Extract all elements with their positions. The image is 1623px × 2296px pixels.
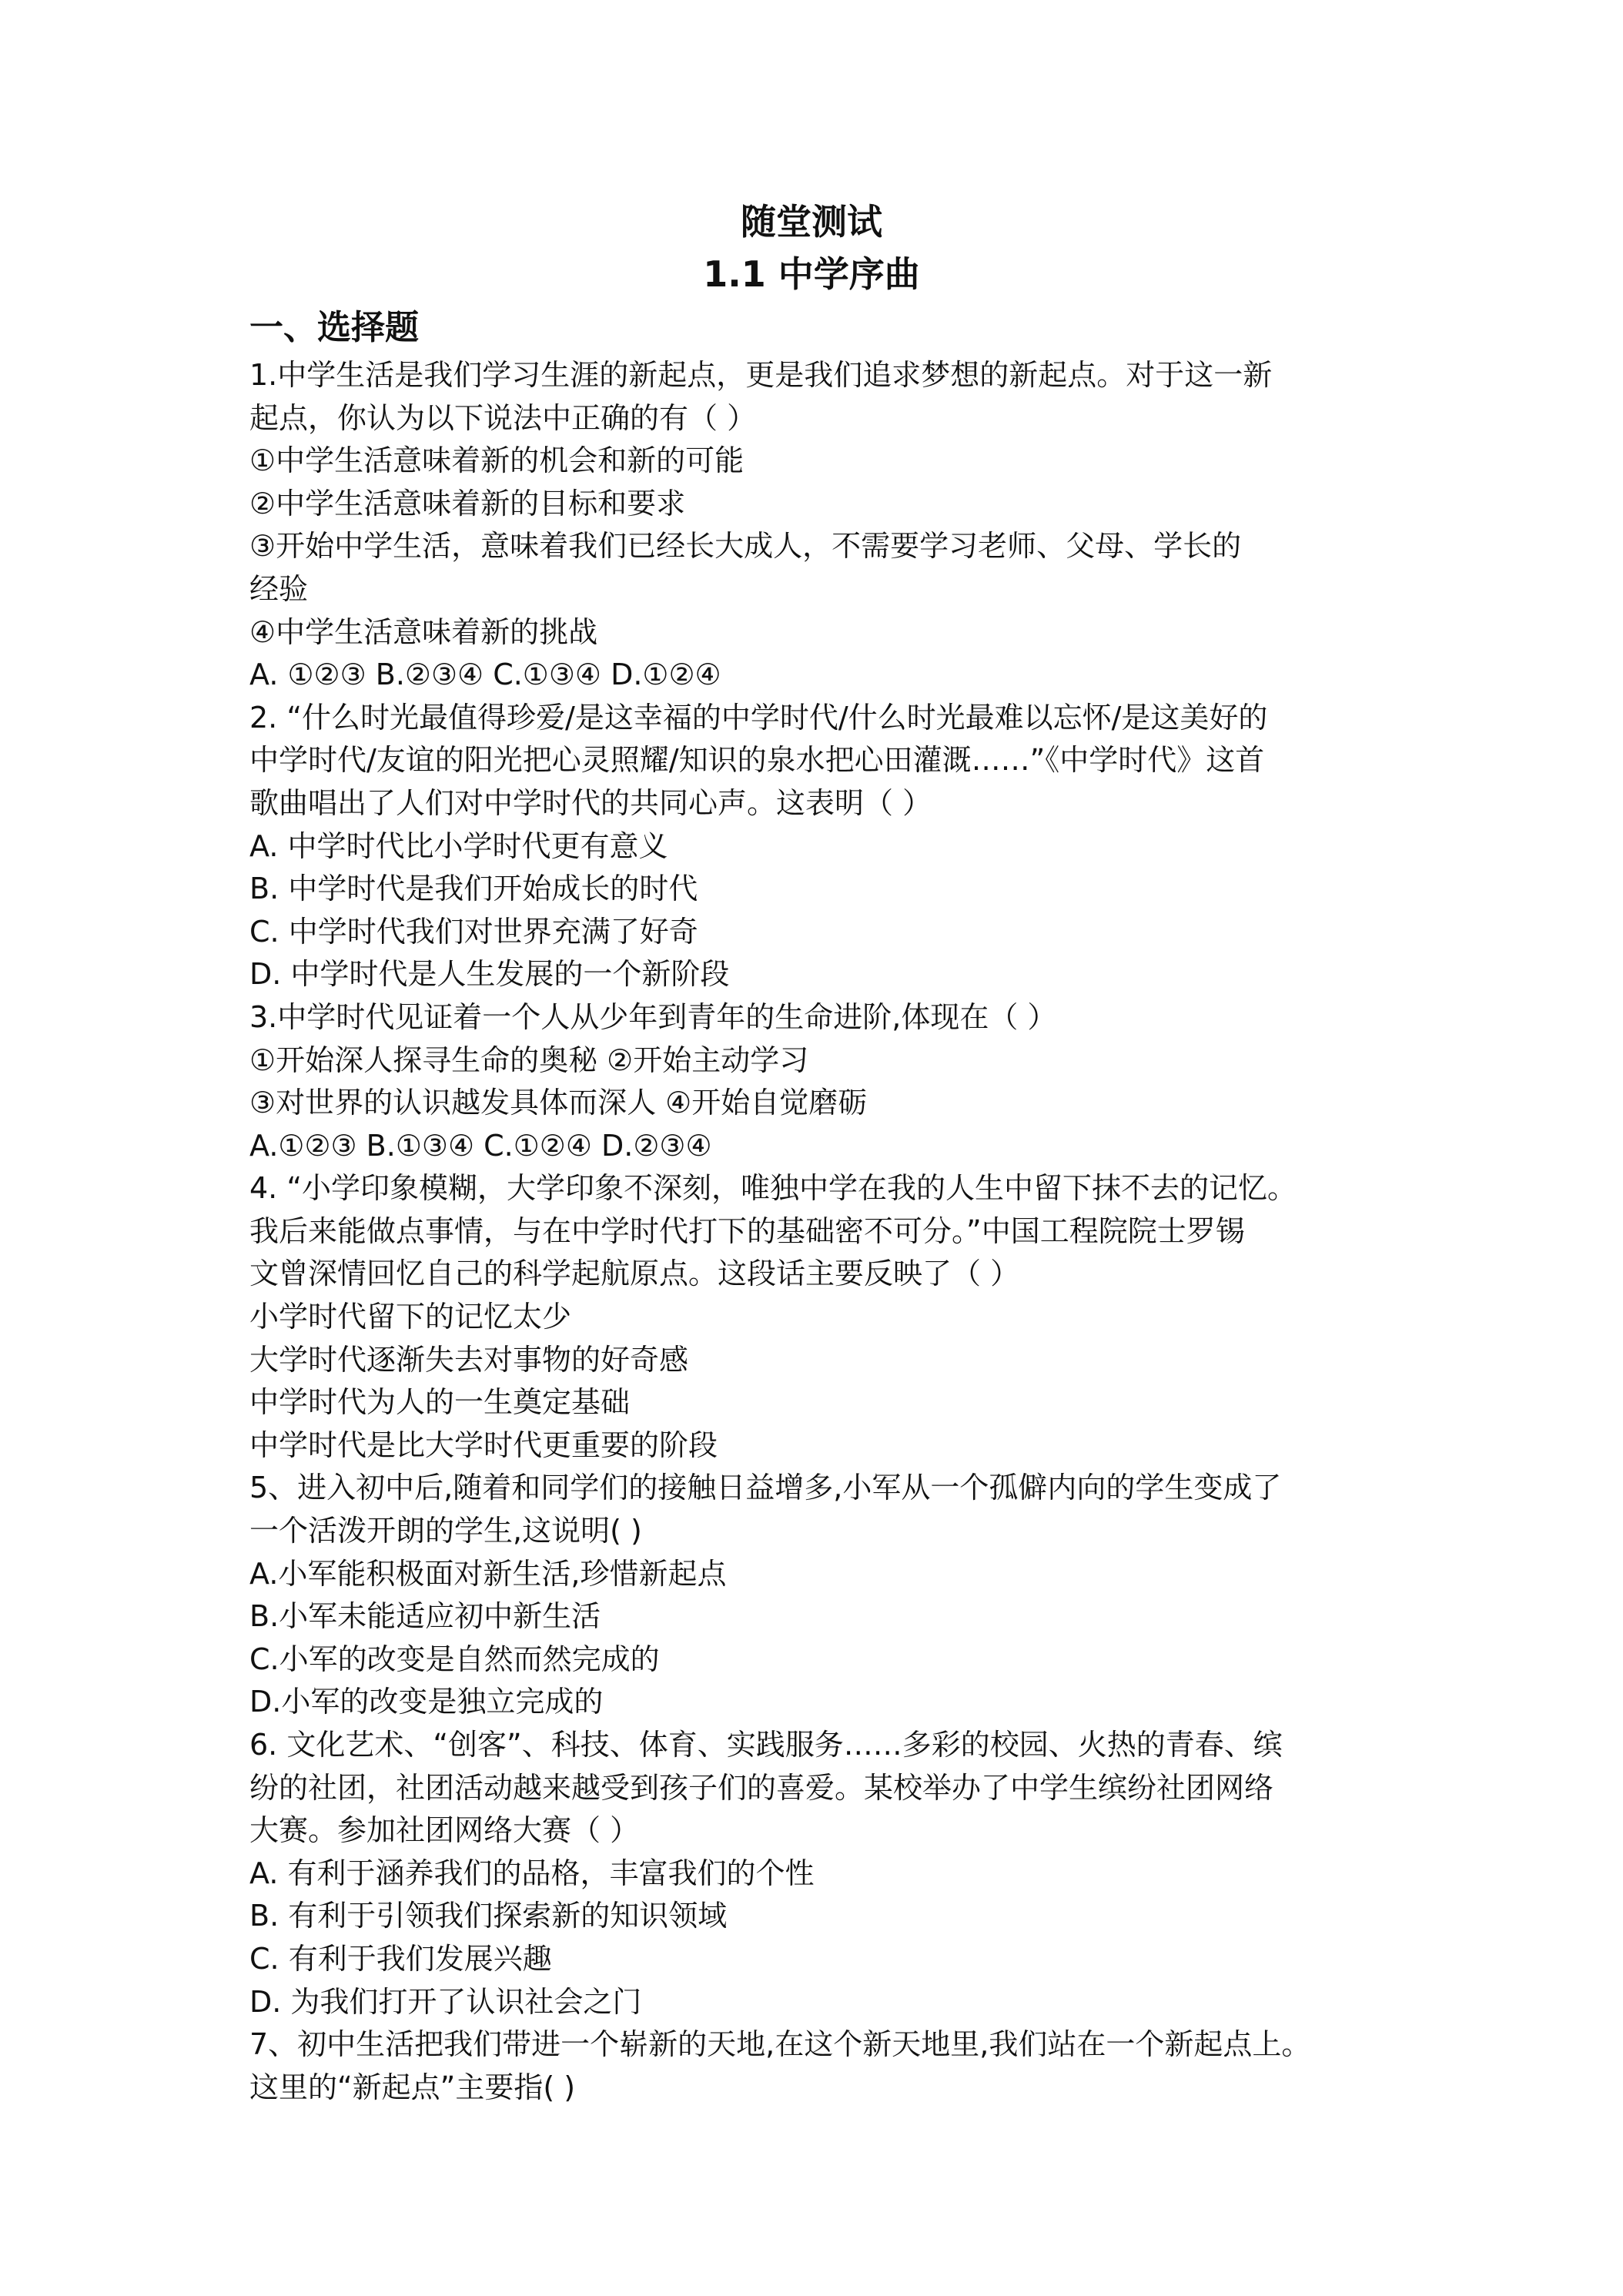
section-heading: 一、选择题 xyxy=(249,308,419,347)
text-line: ②中学生活意味着新的目标和要求 xyxy=(249,486,686,520)
text-line: 中学时代/友谊的阳光把心灵照耀/知识的泉水把心田灌溉……”《中学时代》这首 xyxy=(249,743,1265,778)
text-line: 起点，你认为以下说法中正确的有（ ） xyxy=(249,400,757,435)
text-line: 1.中学生活是我们学习生涯的新起点，更是我们追求梦想的新起点。对于这一新 xyxy=(249,358,1273,392)
text-line: A.①②③ B.①③④ C.①②④ D.②③④ xyxy=(249,1128,712,1163)
text-line: 7、初中生活把我们带进一个崭新的天地,在这个新天地里,我们站在一个新起点上。 xyxy=(249,2027,1311,2062)
text-line: ③开始中学生活，意味着我们已经长大成人，不需要学习老师、父母、学长的 xyxy=(249,529,1242,564)
text-line: 经验 xyxy=(249,571,309,606)
text-line: ④中学生活意味着新的挑战 xyxy=(249,614,598,649)
text-line: 我后来能做点事情，与在中学时代打下的基础密不可分。”中国工程院院士罗锡 xyxy=(249,1213,1245,1248)
text-line: 这里的“新起点”主要指( ) xyxy=(249,2070,576,2104)
text-line: 4. “小学印象模糊，大学印象不深刻，唯独中学在我的人生中留下抹不去的记忆。 xyxy=(249,1171,1297,1206)
text-line: 大学时代逐渐失去对事物的好奇感 xyxy=(249,1342,689,1377)
text-line: 文曾深情回忆自己的科学起航原点。这段话主要反映了（ ） xyxy=(249,1257,1020,1291)
text-line: D. 中学时代是人生发展的一个新阶段 xyxy=(249,957,730,992)
text-line: B. 有利于引领我们探索新的知识领域 xyxy=(249,1899,728,1933)
text-line: ③对世界的认识越发具体而深人 ④开始自觉磨砺 xyxy=(249,1086,868,1120)
question-body xyxy=(249,354,1389,2109)
text-line: ①中学生活意味着新的机会和新的可能 xyxy=(249,443,745,478)
document-title: 随堂测试 xyxy=(741,201,882,243)
text-line: 5、进入初中后,随着和同学们的接触日益增多,小军从一个孤僻内向的学生变成了 xyxy=(249,1471,1282,1505)
text-line: 2. “什么时光最值得珍爱/是这幸福的中学时代/什么时光最难以忘怀/是这美好的 xyxy=(249,700,1268,735)
text-line: B. 中学时代是我们开始成长的时代 xyxy=(249,872,698,906)
document-subtitle: 1.1 中学序曲 xyxy=(703,253,920,295)
text-line: A. 中学时代比小学时代更有意义 xyxy=(249,828,668,863)
text-line: A. 有利于涵养我们的品格，丰富我们的个性 xyxy=(249,1856,815,1890)
text-line: 小学时代留下的记忆太少 xyxy=(249,1300,572,1334)
text-line: C. 中学时代我们对世界充满了好奇 xyxy=(249,914,698,949)
text-line: 中学时代为人的一生奠定基础 xyxy=(249,1385,631,1420)
text-line: ①开始深人探寻生命的奥秘 ②开始主动学习 xyxy=(249,1043,809,1077)
text-line: 中学时代是比大学时代更重要的阶段 xyxy=(249,1427,718,1462)
text-line: C.小军的改变是自然而然完成的 xyxy=(249,1642,660,1676)
text-line: 3.中学时代见证着一个人从少年到青年的生命进阶,体现在（ ） xyxy=(249,999,1057,1034)
text-line: B.小军未能适应初中新生活 xyxy=(249,1599,601,1634)
text-line: 6. 文化艺术、“创客”、科技、体育、实践服务……多彩的校园、火热的青春、缤 xyxy=(249,1728,1283,1762)
text-line: C. 有利于我们发展兴趣 xyxy=(249,1941,552,1976)
text-line: D. 为我们打开了认识社会之门 xyxy=(249,1984,642,2019)
text-line: 歌曲唱出了人们对中学时代的共同心声。这表明（ ） xyxy=(249,785,932,820)
text-line: A.小军能积极面对新生活,珍惜新起点 xyxy=(249,1556,727,1591)
text-line: 纷的社团，社团活动越来越受到孩子们的喜爱。某校举办了中学生缤纷社团网络 xyxy=(249,1770,1274,1805)
text-line: D.小军的改变是独立完成的 xyxy=(249,1685,604,1719)
text-line: A. ①②③ B.②③④ C.①③④ D.①②④ xyxy=(249,658,721,692)
text-line: 大赛。参加社团网络大赛（ ） xyxy=(249,1813,640,1848)
text-line: 一个活泼开朗的学生,这说明( ) xyxy=(249,1514,642,1548)
